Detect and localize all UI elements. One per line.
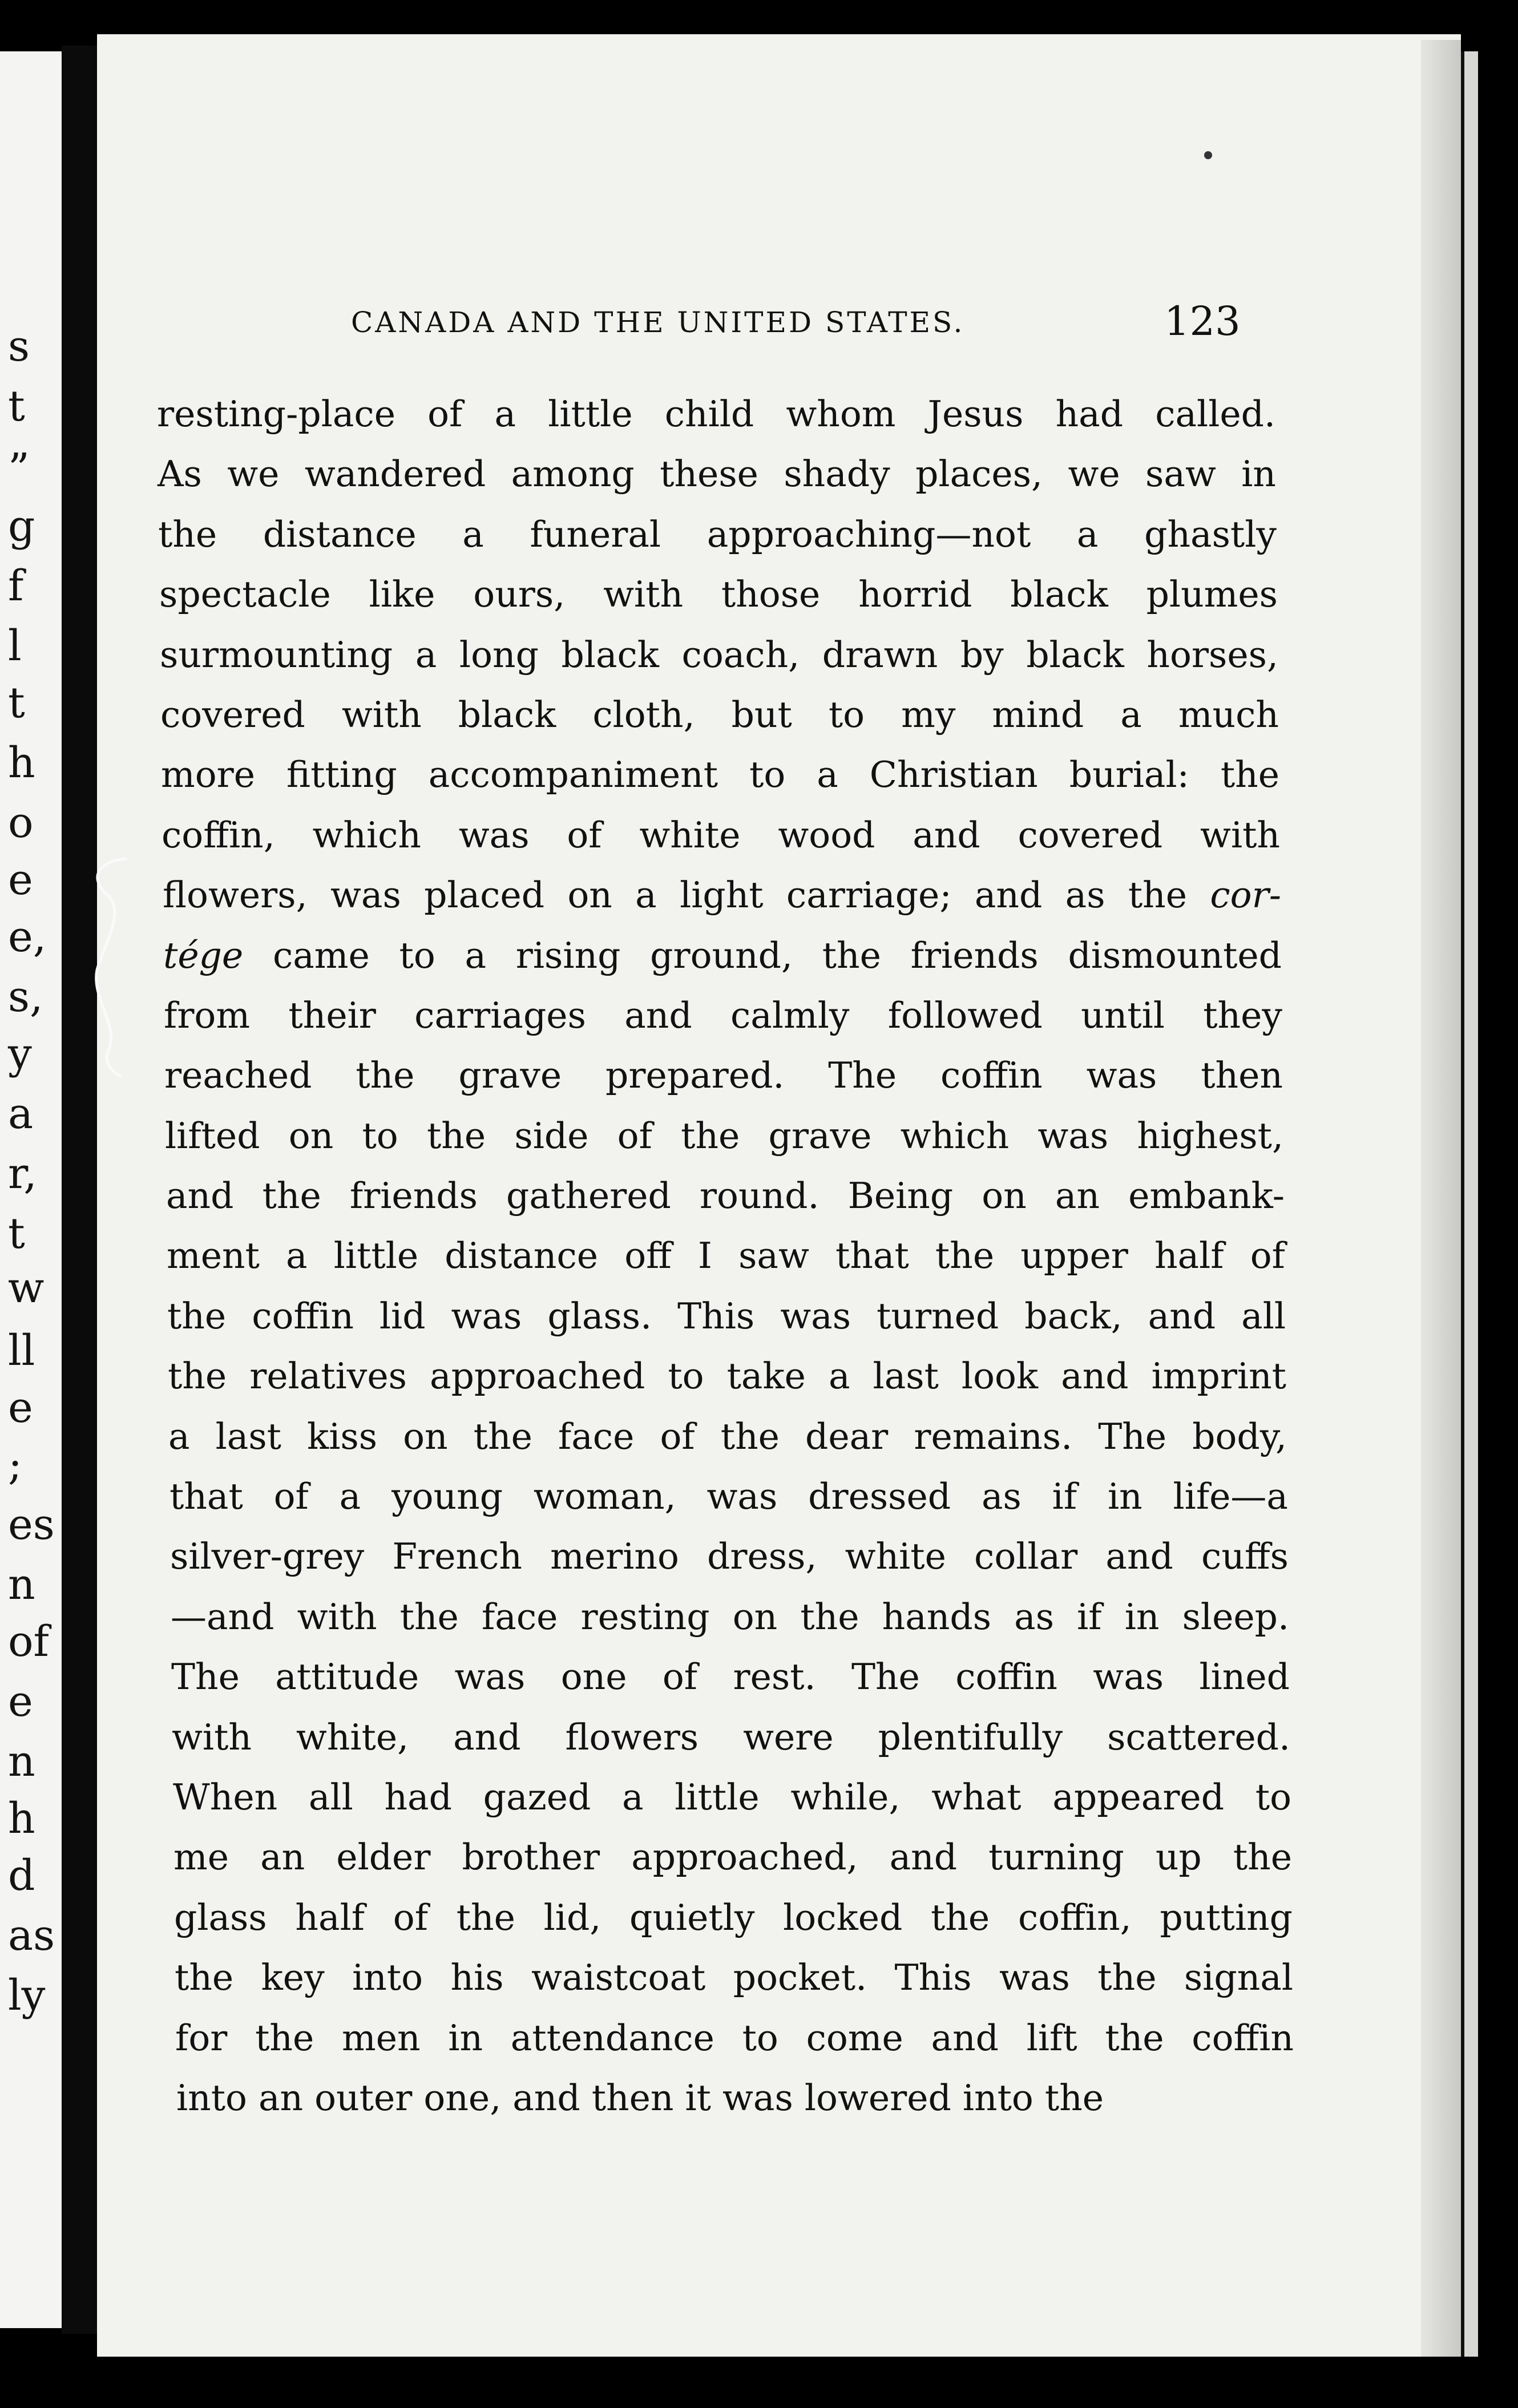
text-line: for the men in attendance to come and lift the coffin [175, 2017, 1294, 2059]
text-line: the coffin lid was glass. This was turned back, and all [167, 1295, 1286, 1337]
facing-page-edge-text: a [8, 1089, 34, 1138]
text-line: The attitude was one of rest. The coffin was lined [171, 1656, 1290, 1698]
text-line: me an elder brother approached, and turning up the [173, 1836, 1292, 1878]
text-line: coffin, which was of white wood and covered with [162, 814, 1280, 856]
facing-page-edge-text: t [8, 678, 25, 728]
text-line: and the friends gathered round. Being on an embank- [166, 1175, 1285, 1217]
text-line: tége came to a rising ground, the friends dismounted [163, 934, 1282, 976]
text-line: lifted on to the side of the grave which was highest, [165, 1114, 1283, 1157]
text-line: a last kiss on the face of the dear remains. The body, [168, 1415, 1287, 1457]
facing-page-fragment [0, 51, 62, 2328]
facing-page-edge-text: e, [8, 912, 47, 961]
text-line: that of a young woman, was dressed as if in life—a [169, 1476, 1288, 1518]
facing-page-edge-text: t [8, 382, 25, 431]
body-text [157, 387, 1294, 2131]
facing-page-edge-text: ly [8, 1971, 46, 2020]
text-line: glass half of the lid, quietly locked the coffin, putting [174, 1896, 1293, 1938]
facing-page-edge-text: w [8, 1263, 45, 1312]
text-line: spectacle like ours, with those horrid black plumes [159, 573, 1278, 616]
text-line: ment a little distance off I saw that the upper half of [167, 1235, 1285, 1277]
facing-page-edge-text: s [8, 322, 30, 371]
text-line: surmounting a long black coach, drawn by black horses, [160, 633, 1278, 676]
facing-page-edge-text: f [8, 561, 24, 611]
facing-page-edge-text: e [8, 1383, 33, 1432]
facing-page-edge-text: d [8, 1851, 35, 1900]
text-line: When all had gazed a little while, what appeared to [173, 1776, 1291, 1818]
facing-page-edge-text: y [8, 1029, 32, 1078]
facing-page-edge-text: of [8, 1617, 49, 1666]
text-line: the distance a funeral approaching—not a ghastly [158, 513, 1277, 555]
italic-word: cor- [1210, 874, 1281, 916]
facing-page-edge-text: t [8, 1209, 25, 1258]
text-line: flowers, was placed on a light carriage; and as the cor- [163, 874, 1281, 916]
facing-page-edge-text: ” [8, 445, 30, 494]
facing-page-edge-text: n [8, 1737, 35, 1786]
facing-page-edge-text: e [8, 1677, 33, 1726]
facing-page-edge-text: ; [8, 1440, 22, 1489]
page-edge [1461, 51, 1478, 2357]
running-head [263, 298, 1415, 361]
text-line: covered with black cloth, but to my mind a much [160, 693, 1279, 736]
text-line: —and with the face resting on the hands as if in sleep. [171, 1595, 1289, 1638]
facing-page-edge-text: r, [8, 1149, 37, 1198]
facing-page-edge-text: h [8, 738, 35, 787]
facing-page-edge-text: n [8, 1560, 35, 1609]
facing-page-edge-text: es [8, 1500, 55, 1549]
text-line: resting-place of a little child whom Jesus had called. [157, 393, 1275, 435]
facing-page-edge-text: s, [8, 972, 43, 1021]
facing-page-edge-text: l [8, 621, 22, 670]
facing-page-edge-text: h [8, 1794, 35, 1843]
text-line: silver-grey French merino dress, white collar and cuffs [170, 1536, 1289, 1578]
text-line: the relatives approached to take a last look and imprint [168, 1355, 1286, 1397]
page-edge-shadow [1421, 40, 1461, 2357]
text-line: the key into his waistcoat pocket. This was the signal [175, 1957, 1293, 1999]
text-line: more fitting accompaniment to a Christian burial: the [161, 754, 1279, 796]
text-line: reached the grave prepared. The coffin was then [164, 1054, 1283, 1097]
binding-gutter [62, 46, 97, 2334]
facing-page-edge-text: as [8, 1911, 55, 1960]
facing-page-edge-text: ll [8, 1326, 35, 1375]
text-line: with white, and flowers were plentifully scattered. [172, 1716, 1290, 1758]
italic-word: tége [163, 934, 244, 976]
text-line: As we wandered among these shady places, we saw in [158, 453, 1276, 495]
pencil-bracket-mark [86, 856, 137, 1078]
page-number: 123 [1164, 298, 1241, 345]
facing-page-edge-text: g [8, 502, 35, 551]
ink-speck [1204, 151, 1212, 159]
facing-page-edge-text: e [8, 855, 33, 904]
facing-page-edge-text: o [8, 798, 34, 847]
text-line: from their carriages and calmly followed until they [164, 994, 1282, 1036]
running-head-title: CANADA AND THE UNITED STATES. [351, 306, 965, 339]
text-line: into an outer one, and then it was lowered into the [176, 2076, 1104, 2119]
